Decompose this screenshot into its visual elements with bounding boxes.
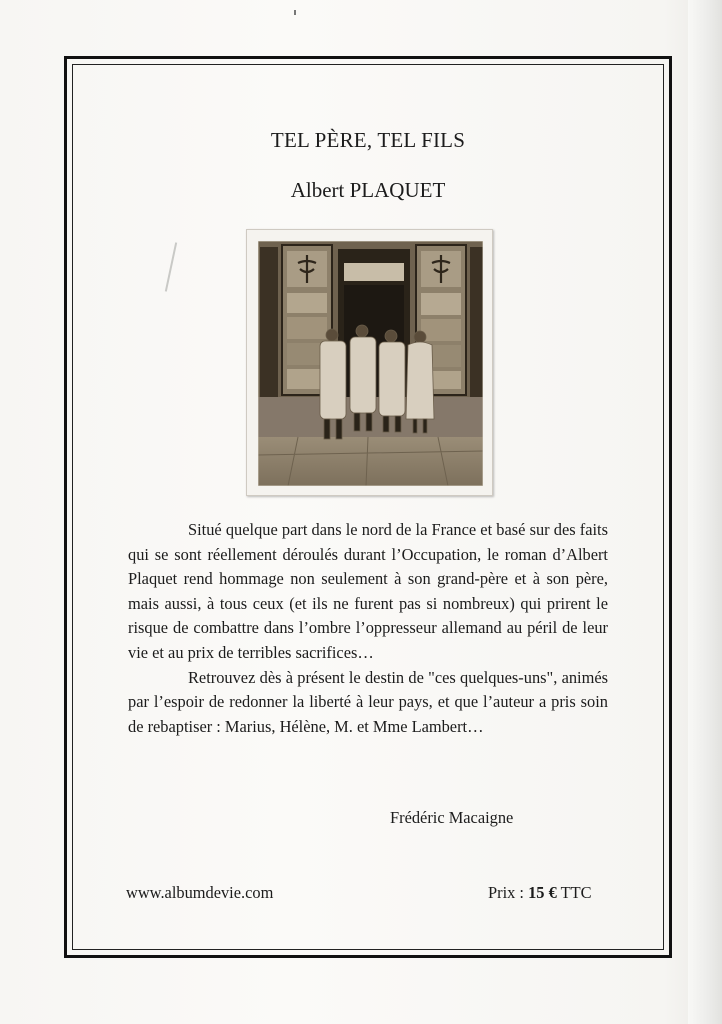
price-label: Prix : <box>488 883 529 902</box>
price-line <box>488 883 592 903</box>
book-author: Albert PLAQUET <box>290 178 446 202</box>
price-suffix: TTC <box>556 883 592 902</box>
book-title: TEL PÈRE, TEL FILS <box>270 128 466 152</box>
blurb-signature: Frédéric Macaigne <box>390 808 514 827</box>
blurb-paragraph-2: Retrouvez dès à présent le destin de "ces quelques-uns", animés par l’espoir de redonner la liberté à leur pays, et que l’auteur a pris soin de rebaptiser : Marius, Hélène, M. et Mme Lambert… <box>128 667 608 736</box>
scan-speck <box>294 10 296 15</box>
publisher-website: www.albumdevie.com <box>126 883 274 902</box>
blurb-paragraph-1: Situé quelque part dans le nord de la France et basé sur des faits qui se sont réellement déroulés durant l’Occupation, le roman d’Albert Plaquet rend hommage non seulement à son grand-père et à son père, mais aussi, à tous ceux (et ils ne furent pas si nombreux) qui prirent le risque de combattre dans l’ombre l’oppresseur allemand au péril de leur vie et au prix de terribles sacrifices… <box>128 520 608 662</box>
page-edge <box>688 0 722 1024</box>
sepia-shop-photo-icon <box>258 241 483 486</box>
cover-photo-frame <box>246 229 493 496</box>
back-cover-blurb <box>128 518 608 739</box>
price-value: 15 € <box>528 883 557 902</box>
